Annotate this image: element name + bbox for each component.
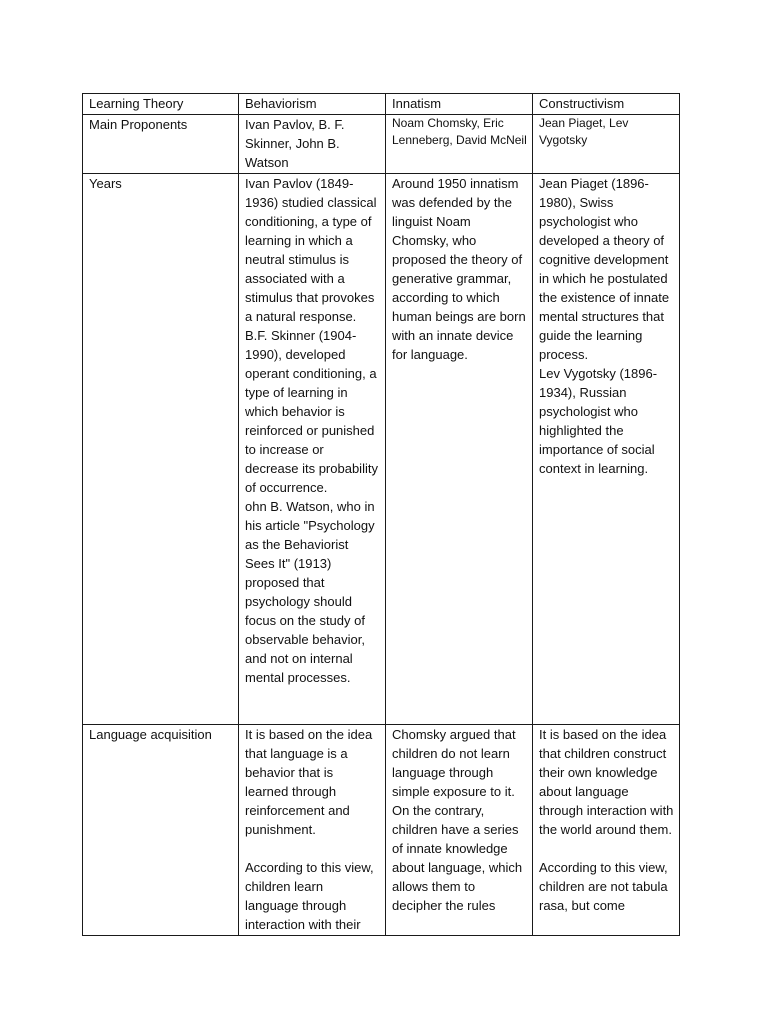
- cell-behaviorism-proponents: Ivan Pavlov, B. F. Skinner, John B. Watson: [239, 115, 386, 174]
- cell-innatism-years: Around 1950 innatism was defended by the linguist Noam Chomsky, who proposed the theory of generative grammar, according to which human beings are born with an innate device for language.: [386, 174, 533, 725]
- cell-innatism-proponents: Noam Chomsky, Eric Lenneberg, David McNeil: [386, 115, 533, 174]
- row-label-language-acquisition: Language acquisition: [83, 725, 239, 936]
- row-label-main-proponents: Main Proponents: [83, 115, 239, 174]
- cell-behaviorism-language: It is based on the idea that language is a behavior that is learned through reinforcement and punishment. According to this view, children learn language through interaction with their: [239, 725, 386, 936]
- cell-innatism-language: Chomsky argued that children do not learn language through simple exposure to it. On the contrary, children have a series of innate knowledge about language, which allows them to decipher the rules: [386, 725, 533, 936]
- table-row-years: [83, 174, 680, 725]
- header-innatism: Innatism: [386, 94, 533, 115]
- cell-constructivism-years: Jean Piaget (1896-1980), Swiss psychologist who developed a theory of cognitive development in which he postulated the existence of innate mental structures that guide the learning process. Lev Vygotsky (1896-1934), Russian psychologist who highlighted the importance of social context in learning.: [533, 174, 680, 725]
- cell-constructivism-proponents: Jean Piaget, Lev Vygotsky: [533, 115, 680, 174]
- table-row-language-acquisition: [83, 725, 680, 936]
- header-behaviorism: Behaviorism: [239, 94, 386, 115]
- learning-theory-table: [82, 93, 680, 936]
- table-row-main-proponents: [83, 115, 680, 174]
- table-header-row: [83, 94, 680, 115]
- row-label-years: Years: [83, 174, 239, 725]
- header-learning-theory: Learning Theory: [83, 94, 239, 115]
- header-constructivism: Constructivism: [533, 94, 680, 115]
- cell-constructivism-language: It is based on the idea that children construct their own knowledge about language through interaction with the world around them. According to this view, children are not tabula rasa, but come: [533, 725, 680, 936]
- cell-behaviorism-years: Ivan Pavlov (1849-1936) studied classical conditioning, a type of learning in which a neutral stimulus is associated with a stimulus that provokes a natural response. B.F. Skinner (1904-1990), developed operant conditioning, a type of learning in which behavior is reinforced or punished to increase or decrease its probability of occurrence. ohn B. Watson, who in his article "Psychology as the Behaviorist Sees It" (1913) proposed that psychology should focus on the study of observable behavior, and not on internal mental processes.: [239, 174, 386, 725]
